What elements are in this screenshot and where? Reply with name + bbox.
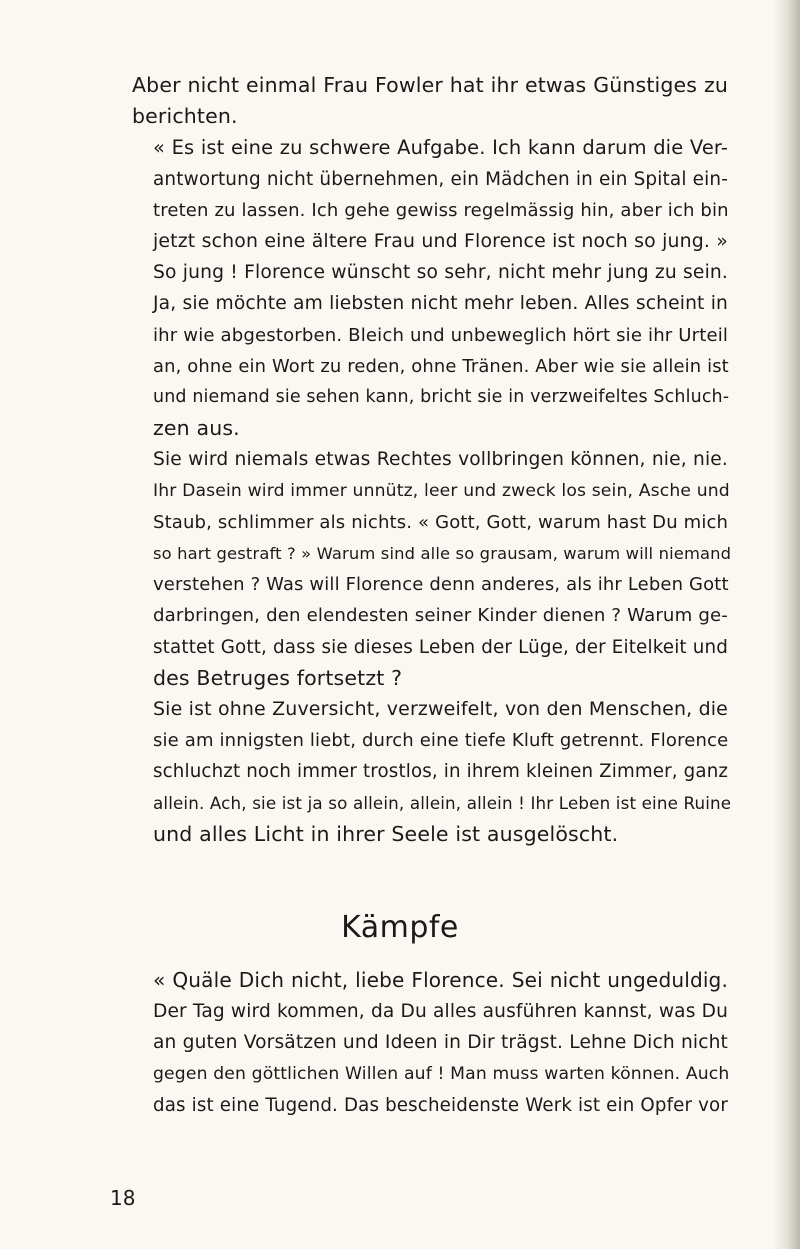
text-line: und alles Licht in ihrer Seele ist ausgelöscht. — [153, 821, 619, 846]
text-line: Ja, sie möchte am liebsten nicht mehr leben. Alles scheint in — [153, 293, 728, 315]
body-text-section-2 — [132, 965, 728, 1121]
text-line: Aber nicht einmal Frau Fowler hat ihr etwas Günstiges zu — [132, 73, 728, 97]
text-line: und niemand sie sehen kann, bricht sie in verzweifeltes Schluch- — [153, 387, 730, 408]
text-line: allein. Ach, sie ist ja so allein, allein, allein ! Ihr Leben ist eine Ruine — [153, 792, 732, 813]
text-line: ihr wie abgestorben. Bleich und unbeweglich hört sie ihr Urteil — [153, 324, 729, 346]
text-line: sie am innigsten liebt, durch eine tiefe Kluft getrennt. Florence — [153, 730, 729, 752]
paragraph — [132, 444, 732, 694]
text-line: Der Tag wird kommen, da Du alles ausführen kannst, was Du — [153, 1001, 728, 1023]
text-line: stattet Gott, dass sie dieses Leben der Lüge, der Eitelkeit und — [153, 636, 728, 658]
text-line: Ihr Dasein wird immer unnütz, leer und zweck los sein, Asche und — [153, 480, 730, 501]
text-line: an guten Vorsätzen und Ideen in Dir trägst. Lehne Dich nicht — [153, 1032, 728, 1054]
text-line: jetzt schon eine ältere Frau und Florence ist noch so jung. » — [153, 230, 728, 253]
paragraph — [132, 70, 728, 132]
text-line: verstehen ? Was will Florence denn anderes, als ihr Leben Gott — [153, 574, 729, 596]
text-line: an, ohne ein Wort zu reden, ohne Tränen. Aber wie sie allein ist — [153, 355, 729, 377]
text-line: Staub, schlimmer als nichts. « Gott, Gott, warum hast Du mich — [153, 511, 729, 533]
text-line: Sie wird niemals etwas Rechtes vollbringen können, nie, nie. — [153, 449, 728, 471]
text-line: treten zu lassen. Ich gehe gewiss regelmässig hin, aber ich bin — [153, 199, 729, 221]
paragraph — [132, 965, 728, 1121]
text-line: « Quäle Dich nicht, liebe Florence. Sei nicht ungeduldig. — [153, 968, 728, 992]
text-line: Sie ist ohne Zuversicht, verzweifelt, von den Menschen, die — [153, 698, 728, 721]
text-line: so hart gestraft ? » Warum sind alle so grausam, warum will niemand — [153, 544, 732, 564]
page-number: 18 — [110, 1186, 136, 1210]
text-line: des Betruges fortsetzt ? — [153, 665, 403, 690]
text-line: « Es ist eine zu schwere Aufgabe. Ich kann darum die Ver- — [153, 136, 728, 160]
paragraph — [132, 132, 728, 257]
section-heading: Kämpfe — [341, 910, 459, 945]
text-line: berichten. — [132, 104, 238, 129]
text-line: antwortung nicht übernehmen, ein Mädchen in ein Spital ein- — [153, 168, 728, 190]
paragraph — [132, 257, 728, 444]
text-line: So jung ! Florence wünscht so sehr, nicht mehr jung zu sein. — [153, 262, 728, 284]
text-line: schluchzt noch immer trostlos, in ihrem kleinen Zimmer, ganz — [153, 761, 729, 783]
body-text-section-1 — [132, 70, 732, 850]
text-line: darbringen, den elendesten seiner Kinder dienen ? Warum ge- — [153, 605, 728, 627]
text-line: das ist eine Tugend. Das bescheidenste Werk ist ein Opfer vor — [153, 1094, 728, 1116]
text-line: gegen den göttlichen Willen auf ! Man muss warten können. Auch — [153, 1063, 730, 1084]
page-edge-shadow — [772, 0, 800, 1249]
text-line: zen aus. — [153, 416, 240, 441]
paragraph — [132, 694, 732, 850]
